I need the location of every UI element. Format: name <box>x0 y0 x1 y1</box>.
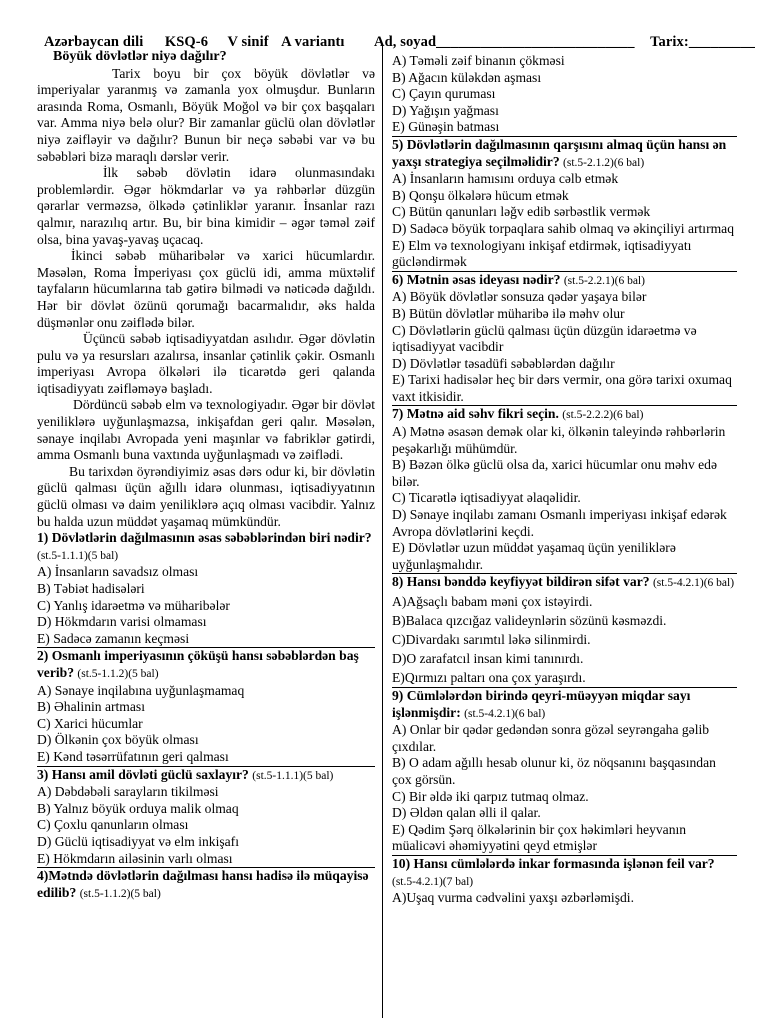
question-code: (st.5-4.2.1)(7 bal) <box>392 875 474 888</box>
answer-option[interactable]: A)Ağsaçlı babam məni çox istəyirdi. <box>392 594 593 609</box>
name-field: Ad, soyad___________________________ <box>374 34 635 50</box>
question-code: (st.5-1.1.2)(5 bal) <box>77 667 159 680</box>
answer-option[interactable]: B) Ağacın küləkdən aşması <box>392 69 542 85</box>
answer-option[interactable]: B) Yalnız böyük orduya malik olmaq <box>37 800 239 816</box>
question-5 <box>392 137 737 272</box>
grade-label: V sinif <box>227 34 269 50</box>
question-3 <box>37 767 375 869</box>
answer-option[interactable]: E) Elm və texnologiyanı inkişaf etdirmək, iqtisadiyyatı gücləndirmək <box>392 237 692 270</box>
question-code: (st.5-4.2.1)(6 bal) <box>652 577 735 590</box>
answer-option[interactable]: D)O zarafatcıl insan kimi tanınırdı. <box>392 651 584 666</box>
answer-option[interactable]: E) Dövlətlər uzun müddət yaşamaq üçün yeniliklərə uyğunlaşmalıdır. <box>392 540 676 572</box>
answer-option[interactable]: E)Qırmızı paltarı ona çox yaraşırdı. <box>392 670 586 685</box>
answer-option[interactable]: D) Dövlətlər təsadüfi səbəblərdən dağılır <box>392 355 615 371</box>
answer-option[interactable]: A) Mətnə əsasən demək olar ki, ölkənin taleyində rəhbərlərin peşəkarlığı mühümdür. <box>392 424 726 456</box>
question-title <box>392 137 737 171</box>
answer-option[interactable]: D) Hökmdarın varisi olmaması <box>37 614 207 630</box>
question-code: (st.5-4.2.1)(6 bal) <box>464 707 546 720</box>
answer-option[interactable]: B) Qonşu ölkələrə hücum etmək <box>392 187 569 203</box>
question-9 <box>392 688 737 856</box>
answer-option[interactable]: C) Çoxlu qanunların olması <box>37 817 189 833</box>
answer-option[interactable]: B) O adam ağıllı hesab olunur ki, öz nöqsanını başqasından çox görsün. <box>392 755 716 787</box>
answer-option[interactable]: A) Böyük dövlətlər sonsuza qədər yaşaya bilər <box>392 289 647 305</box>
question-6 <box>392 272 737 407</box>
text-paragraph: Dördüncü səbəb elm və texnologiyadır. Əgər bir dövlət yeniliklərə uyğunlaşmazsa, inkişafdan geri qalır. Məsələn, sənaye inqilabı Avropada yeni maşınlar və fabriklər gətirdi, amma Osmanlı buna vaxtında uyğunlaşmadı və zəiflədi. <box>37 397 375 463</box>
answer-option[interactable]: C) Yanlış idarəetmə və müharibələr <box>37 597 230 613</box>
question-text: 4)Mətndə dövlətlərin dağılması hansı hadisə ilə müqayisə edilib? <box>37 868 369 900</box>
question-code: (st.5-2.2.1)(6 bal) <box>563 274 645 287</box>
text-title: Böyük dövlətlər niyə dağılır? <box>53 49 227 64</box>
question-text: 7) Mətnə aid səhv fikri seçin. <box>392 406 559 422</box>
answer-option[interactable]: C) Bir əldə iki qarpız tutmaq olmaz. <box>392 788 589 804</box>
answer-option[interactable]: C) Ticarətlə iqtisadiyyat əlaqəlidir. <box>392 490 581 506</box>
answer-option[interactable]: D) Yağışın yağması <box>392 102 499 118</box>
question-code: (st.5-1.1.1)(5 bal) <box>252 769 334 782</box>
question-title <box>37 648 375 682</box>
question-title <box>392 574 737 592</box>
answer-option[interactable]: B)Balaca qızcığaz valideynlərin sözünü kəsməzdi. <box>392 613 667 628</box>
answer-option[interactable]: A) İnsanların hamısını orduya cəlb etmək <box>392 171 619 187</box>
question-title <box>392 688 737 722</box>
answer-option[interactable]: E) Qədim Şərq ölkələrinin bir çox həkimləri heyvanın müalicəvi əhəmiyyətini qeyd etmişlər <box>392 821 687 854</box>
question-code: (st.5-1.1.1)(5 bal) <box>37 549 119 562</box>
question-8 <box>392 574 737 688</box>
answer-option[interactable]: C) Dövlətlərin güclü qalması üçün düzgün idarəetmə və iqtisadiyyat vacibdir <box>392 322 697 355</box>
question-title <box>392 856 737 890</box>
answer-option[interactable]: B) Bəzən ölkə güclü olsa da, xarici hücumlar onu məhv edə bilər. <box>392 457 718 489</box>
question-text: 6) Mətnin əsas ideyası nədir? <box>392 271 561 287</box>
answer-option[interactable]: A) Sənaye inqilabına uyğunlaşmamaq <box>37 682 245 698</box>
text-paragraph: Üçüncü səbəb iqtisadiyyatdan asılıdır. Əgər dövlətin pulu və ya resursları azalırsa, insanlar çətinlik çəkir. Osmanlı imperiyası Avropa ölkələri ilə ticarətdə geri qalanda iqtisadiyyatı zəifləməyə başladı. <box>37 331 375 396</box>
answer-option[interactable]: E) Kənd təsərrüfatının geri qalması <box>37 748 229 764</box>
question-text: 1) Dövlətlərin dağılmasının əsas səbəblərindən biri nədir? <box>37 530 372 546</box>
question-title <box>392 406 737 424</box>
right-column <box>392 53 737 907</box>
left-column <box>37 49 375 902</box>
answer-option[interactable]: C) Xarici hücumlar <box>37 715 143 731</box>
question-1 <box>37 530 375 648</box>
question-title <box>37 868 375 902</box>
answer-option[interactable]: A) Təməli zəif binanın çökməsi <box>392 53 565 68</box>
answer-option[interactable]: A)Uşaq vurma cədvəlini yaxşı əzbərləmişdi. <box>392 890 634 906</box>
answer-option[interactable]: A) İnsanların savadsız olması <box>37 564 199 580</box>
text-paragraph: Tarix boyu bir çox böyük dövlətlər və imperiyalar yaranmış və zamanla yox olmuşdur. Bunların arasında Roma, Osmanlı, Böyük Moğol və bir çox başqaları var. Amma niyə belə olur? Bir zamanlar güclü olan dövlətlər niyə zəifləyir və dağılır? Bunun bir neçə səbəbi var və bu səbəbləri bizə maraqlı dərslər verir. <box>37 65 375 164</box>
answer-option[interactable]: D) Sadəcə böyük torpaqlara sahib olmaq və əkinçiliyi artırmaq <box>392 220 734 236</box>
question-4 <box>37 868 375 902</box>
question-code: (st.5-2.1.2)(6 bal) <box>563 156 645 169</box>
text-paragraph: İkinci səbəb müharibələr və xarici hücumlardır. Məsələn, Roma İmperiyası çox güclü idi, amma müxtəlif tayfaların hücumlarına tab gətirə bilmədi və nəticədə dağıldı. Hər bir dövlət özünü qorumağı bacarmalıdır, əks halda düşmənlər onu zəiflədə bilər. <box>37 248 375 330</box>
answer-option[interactable]: E) Tarixi hadisələr heç bir dərs vermir, ona görə tarixi oxumaq vaxt itkisidir. <box>392 372 732 404</box>
question-10 <box>392 856 737 907</box>
question-title <box>37 530 375 564</box>
answer-option[interactable]: D) Sənaye inqilabı zamanı Osmanlı imperiyası inkişaf edərək Avropa dövlətlərini keçdi. <box>392 507 727 539</box>
question-code: (st.5-2.2.2)(6 bal) <box>562 409 644 422</box>
answer-option[interactable]: D) Ölkənin çox böyük olması <box>37 732 199 748</box>
answer-option[interactable]: D) Əldən qalan əlli il qalar. <box>392 805 541 821</box>
answer-option[interactable]: C) Bütün qanunları ləğv edib sərbəstlik vermək <box>392 204 651 220</box>
question-code: (st.5-1.1.2)(5 bal) <box>79 887 161 900</box>
date-field: Tarix:_________ <box>650 34 755 50</box>
question-7 <box>392 406 737 574</box>
question-4-options <box>392 53 737 137</box>
answer-option[interactable]: C) Çayın quruması <box>392 86 496 102</box>
text-paragraph: Bu tarixdən öyrəndiyimiz əsas dərs odur ki, bir dövlətin güclü qalması üçün ağıllı idarə olunması, iqtisadiyyatının güclü olması və daim yeniliklərə açıq olması vacibdir. Yalnız bu halda uzun müddət yaşamaq mümkündür. <box>37 463 375 529</box>
answer-option[interactable]: C)Divardakı sarımtıl ləkə silinmirdi. <box>392 632 591 647</box>
text-paragraph: İlk səbəb dövlətin idarə olunmasındakı problemlərdir. Əgər hökmdarlar və ya rəhbərlər düzgün qərarlar verməzsə, ölkədə çətinliklər yaranır. İnsanlar razı qalmır, narazılıq artır. Bu, bir bina kimidir – əgər təməl zəif olsa, bina yavaş-yavaş uçacaq. <box>37 165 375 247</box>
question-text: 8) Hansı bənddə keyfiyyət bildirən sifət var? <box>392 574 650 590</box>
subject-label: Azərbaycan dili <box>44 34 144 50</box>
answer-option[interactable]: E) Hökmdarın ailəsinin varlı olması <box>37 850 233 866</box>
question-text: 2) Osmanlı imperiyasının çöküşü hansı səbəblərdən baş verib? <box>37 648 359 680</box>
answer-option[interactable]: B) Təbiət hadisələri <box>37 581 145 596</box>
question-title <box>392 272 737 290</box>
answer-option[interactable]: E) Sadəcə zamanın keçməsi <box>37 630 190 646</box>
answer-option[interactable]: A) Dəbdəbəli sarayların tikilməsi <box>37 784 219 800</box>
answer-option[interactable]: E) Günəşin batması <box>392 119 500 135</box>
answer-option[interactable]: B) Bütün dövlətlər müharibə ilə məhv olur <box>392 305 625 321</box>
answer-option[interactable]: A) Onlar bir qədər gedəndən sonra gözəl seyrəngaha gəlib çıxdılar. <box>392 722 710 754</box>
answer-option[interactable]: D) Güclü iqtisadiyyat və elm inkişafı <box>37 833 239 849</box>
question-text: 10) Hansı cümlələrdə inkar formasında işlənən feil var? <box>392 855 715 871</box>
column-divider <box>382 46 383 1018</box>
question-text: 9) Cümlələrdən birində qeyri-müəyyən miqdar sayı işlənmişdir: <box>392 688 691 720</box>
variant-label: A variantı <box>281 34 345 50</box>
question-2 <box>37 648 375 766</box>
question-text: 3) Hansı amil dövləti güclü saxlayır? <box>37 766 249 782</box>
answer-option[interactable]: B) Əhalinin artması <box>37 699 145 715</box>
test-code: KSQ-6 <box>164 34 209 50</box>
question-title <box>37 767 375 785</box>
question-text: 5) Dövlətlərin dağılmasının qarşısını almaq üçün hansı ən yaxşı strategiya seçilməlidir? <box>392 136 727 169</box>
